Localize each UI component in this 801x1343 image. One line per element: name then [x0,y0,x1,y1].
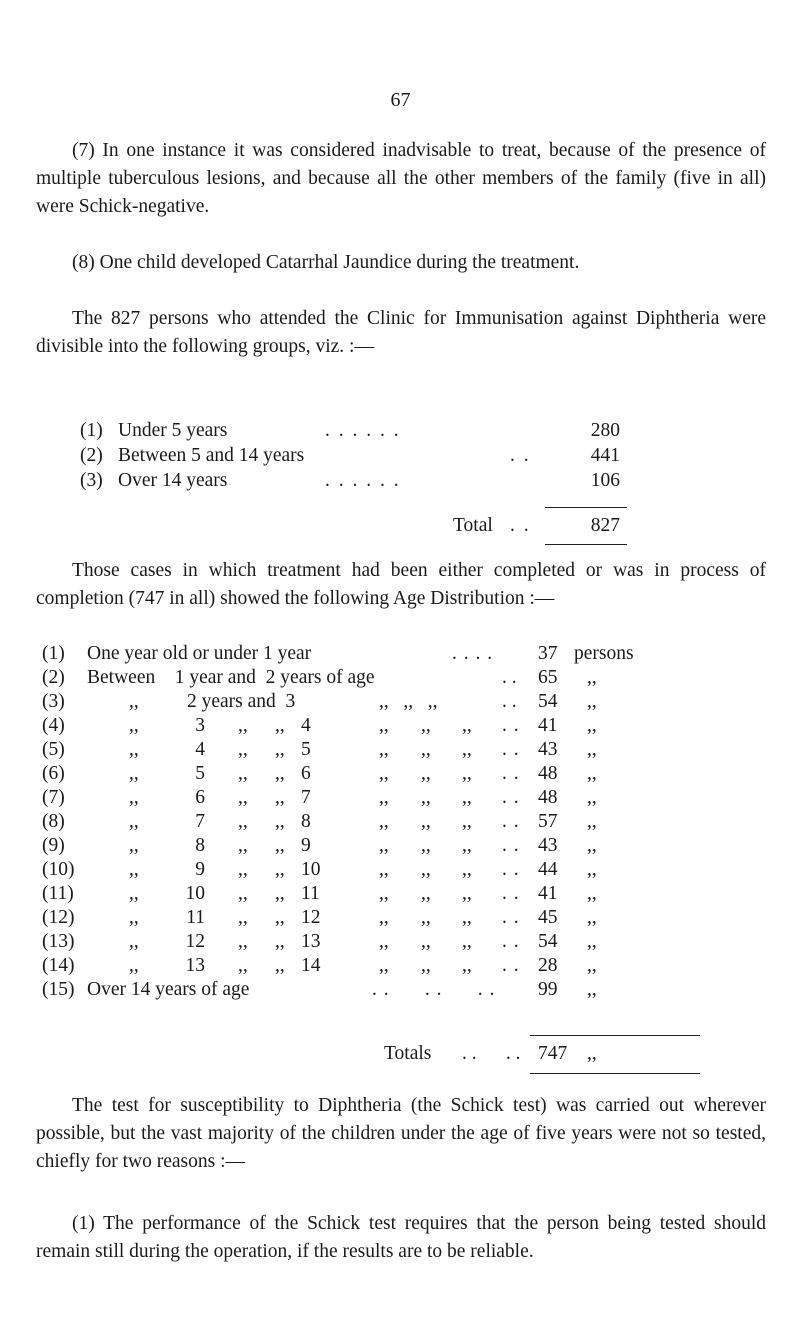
age-row-count: 57 [538,811,558,832]
age-from: 3 [195,715,205,736]
age-row-unit: ,, [587,979,597,1000]
ditto-mark: ,, [462,955,472,976]
age-row-label: Over 14 years of age [87,979,250,1000]
group-number: (1) [80,420,103,441]
age-row-unit: ,, [587,787,597,808]
age-row-unit: ,, [587,691,597,712]
age-row-count: 54 [538,691,558,712]
age-row-unit: ,, [587,667,597,688]
age-row-dots: . . [502,691,517,712]
age-row-number: (12) [42,907,75,928]
age-from: 5 [195,763,205,784]
age-to: 8 [301,811,311,832]
ditto-mark: ,, [421,931,431,952]
ditto-mark: ,, [238,787,248,808]
age-row-number: (4) [42,715,65,736]
paragraph-note-7: (7) In one instance it was considered inadvisable to treat, because of the presence of multiple tuberculous lesions, and because all the other members of the family (five in all) were Schick-negative. [36,140,766,217]
ditto-mark: ,, [238,931,248,952]
age-row-count: 48 [538,763,558,784]
ditto-mark: ,, [421,859,431,880]
age-row-dots: . . [502,811,520,832]
age-row-dots: . . [502,763,520,784]
groups-total-row [80,512,680,537]
group-dots: . . . . . . [325,420,401,441]
age-row-count: 45 [538,907,558,928]
ditto-mark: ,, [379,955,389,976]
page-number: 67 [390,89,411,111]
ditto-mark: ,, [421,955,431,976]
ditto-mark: ,, [379,787,389,808]
age-row [42,856,782,880]
age-row [42,952,782,976]
groups-total-value: 827 [590,515,620,536]
age-from: 4 [195,739,205,760]
age-row [42,712,782,736]
age-from: 10 [185,883,205,904]
age-row-label: Between 1 year and 2 years of age [87,667,375,688]
age-row-number: (6) [42,763,65,784]
group-row [80,442,680,467]
age-to: 10 [301,859,321,880]
ditto-mark: ,, [421,715,431,736]
age-row-number: (10) [42,859,75,880]
age-row-dots: . . [502,835,520,856]
age-row-number: (13) [42,931,75,952]
age-totals-row [42,1040,782,1064]
ditto-mark: ,, [238,907,248,928]
group-number: (2) [80,445,103,466]
ditto-mark: ,, [129,691,139,712]
ditto-mark: ,, [462,739,472,760]
age-row-dots: . . [502,859,520,880]
ditto-mark: ,, [421,835,431,856]
age-row-label: 2 years and 3 [187,691,296,712]
age-totals-rule-top [530,1035,700,1036]
ditto-mark: ,, [421,763,431,784]
ditto-mark: ,, [462,763,472,784]
age-row [42,832,782,856]
ditto-mark: ,, [129,739,139,760]
group-row [80,417,680,442]
age-row-number: (9) [42,835,65,856]
ditto-mark: ,, [129,763,139,784]
age-row-count: 54 [538,931,558,952]
ditto-mark: ,, [238,859,248,880]
age-row [42,880,782,904]
age-row-unit: ,, [587,955,597,976]
ditto-mark: ,, [462,883,472,904]
age-row-unit: ,, [587,835,597,856]
age-row-unit: ,, [587,715,597,736]
ditto-mark: ,, [379,763,389,784]
age-from: 7 [195,811,205,832]
age-distribution-table [42,640,782,1000]
group-dots: . . [510,445,531,466]
ditto-mark: ,, [379,907,389,928]
age-row [42,904,782,928]
ditto-mark: ,, [462,835,472,856]
age-from: 9 [195,859,205,880]
ditto-marks: ,, ,, ,, [379,691,438,712]
ditto-mark: ,, [379,715,389,736]
age-row-number: (15) [42,979,75,1000]
ditto-mark: ,, [379,835,389,856]
ditto-mark: ,, [238,811,248,832]
group-label: Between 5 and 14 years [118,445,305,466]
ditto-mark: ,, [129,883,139,904]
age-to: 7 [301,787,311,808]
ditto-mark: ,, [379,883,389,904]
ditto-mark: ,, [275,931,285,952]
ditto-mark: ,, [275,739,285,760]
age-row [42,640,782,664]
groups-total-dots: . . [510,515,531,536]
ditto-mark: ,, [275,883,285,904]
ditto-mark: ,, [275,859,285,880]
age-row-count: 43 [538,835,558,856]
ditto-mark: ,, [462,907,472,928]
ditto-mark: ,, [129,835,139,856]
age-row [42,760,782,784]
age-row-count: 41 [538,715,558,736]
ditto-mark: ,, [462,811,472,832]
ditto-mark: ,, [238,739,248,760]
ditto-mark: ,, [379,931,389,952]
age-row-number: (7) [42,787,65,808]
age-row [42,928,782,952]
group-label: Under 5 years [118,420,228,441]
age-row-number: (14) [42,955,75,976]
age-row-dots: . . [502,883,520,904]
group-value: 441 [590,445,620,466]
age-to: 12 [301,907,321,928]
group-value: 106 [590,470,620,491]
ditto-mark: ,, [275,763,285,784]
ditto-mark: ,, [129,907,139,928]
age-row [42,784,782,808]
ditto-mark: ,, [421,883,431,904]
age-row-unit: ,, [587,907,597,928]
ditto-mark: ,, [275,715,285,736]
ditto-mark: ,, [462,859,472,880]
ditto-mark: ,, [275,907,285,928]
age-to: 11 [301,883,320,904]
ditto-mark: ,, [275,835,285,856]
ditto-mark: ,, [238,883,248,904]
age-totals-value: 747 [538,1043,568,1064]
groups-total-rule-bottom [545,544,627,545]
age-row-dots: . . [502,931,520,952]
age-totals-unit: ,, [587,1043,597,1064]
age-from: 12 [185,931,205,952]
age-from: 11 [186,907,205,928]
ditto-mark: ,, [238,955,248,976]
age-row [42,664,782,688]
ditto-mark: ,, [379,811,389,832]
ditto-mark: ,, [462,715,472,736]
age-row-count: 48 [538,787,558,808]
age-row [42,976,782,1000]
age-row-dots: . . [502,955,520,976]
age-to: 4 [301,715,311,736]
ditto-mark: ,, [275,811,285,832]
age-row-number: (5) [42,739,65,760]
ditto-mark: ,, [379,859,389,880]
age-to: 9 [301,835,311,856]
ditto-mark: ,, [421,739,431,760]
group-value: 280 [590,420,620,441]
age-row-number: (2) [42,667,65,688]
age-to: 5 [301,739,311,760]
ditto-mark: ,, [275,955,285,976]
group-dots: . . . . . . [325,470,401,491]
age-row-count: 65 [538,667,558,688]
age-row-count: 43 [538,739,558,760]
paragraph-note-8: (8) One child developed Catarrhal Jaundice during the treatment. [72,252,580,273]
age-row-unit: persons [574,643,634,664]
age-row [42,808,782,832]
age-row-dots: . . . . [452,643,494,664]
age-row-label: One year old or under 1 year [87,643,312,664]
age-row-unit: ,, [587,811,597,832]
age-row [42,688,782,712]
ditto-mark: ,, [421,811,431,832]
age-row-count: 41 [538,883,558,904]
age-row-number: (11) [42,883,74,904]
age-row-number: (8) [42,811,65,832]
ditto-mark: ,, [421,787,431,808]
age-row-unit: ,, [587,763,597,784]
age-totals-rule-bottom [530,1073,700,1074]
age-row-unit: ,, [587,883,597,904]
ditto-mark: ,, [129,859,139,880]
age-row-dots: . . [502,907,520,928]
age-row-dots: . . . . . . [372,979,496,1000]
groups-total-label: Total [453,515,493,536]
ditto-mark: ,, [129,787,139,808]
age-row-count: 44 [538,859,558,880]
age-totals-label: Totals [384,1043,432,1064]
groups-table [80,417,680,492]
age-row [42,736,782,760]
ditto-mark: ,, [238,763,248,784]
ditto-mark: ,, [238,835,248,856]
ditto-mark: ,, [129,955,139,976]
paragraph-groups-intro: The 827 persons who attended the Clinic for Immunisation against Diphtheria were divisible into the following groups, viz. :— [36,308,766,357]
age-from: 8 [195,835,205,856]
age-to: 6 [301,763,311,784]
age-row-dots: . . [502,715,520,736]
age-to: 14 [301,955,321,976]
ditto-mark: ,, [129,931,139,952]
paragraph-schick: The test for susceptibility to Diphtheria (the Schick test) was carried out wherever possible, but the vast majority of the children under the age of five years were not so tested, chiefly for two reasons :— [36,1095,766,1172]
age-row-unit: ,, [587,859,597,880]
ditto-mark: ,, [462,787,472,808]
ditto-mark: ,, [275,787,285,808]
group-row [80,467,680,492]
age-from: 6 [195,787,205,808]
age-row-number: (3) [42,691,65,712]
age-row-unit: ,, [587,931,597,952]
groups-total-rule-top [545,507,627,508]
age-row-count: 99 [538,979,558,1000]
age-row-number: (1) [42,643,65,664]
age-row-dots: . . [502,667,517,688]
ditto-mark: ,, [129,715,139,736]
age-totals-dots: . . . . [462,1043,521,1064]
age-from: 13 [185,955,205,976]
group-number: (3) [80,470,103,491]
age-row-dots: . . [502,787,520,808]
ditto-mark: ,, [421,907,431,928]
ditto-mark: ,, [129,811,139,832]
group-label: Over 14 years [118,470,228,491]
paragraph-reason-1: (1) The performance of the Schick test requires that the person being tested should remain still during the operation, if the results are to be reliable. [36,1213,766,1262]
paragraph-age-intro: Those cases in which treatment had been either completed or was in process of completion (747 in all) showed the following Age Distribution :— [36,560,766,609]
age-row-dots: . . [502,739,520,760]
age-row-count: 28 [538,955,558,976]
ditto-mark: ,, [238,715,248,736]
ditto-mark: ,, [379,739,389,760]
age-row-unit: ,, [587,739,597,760]
age-row-count: 37 [538,643,558,664]
age-to: 13 [301,931,321,952]
ditto-mark: ,, [462,931,472,952]
